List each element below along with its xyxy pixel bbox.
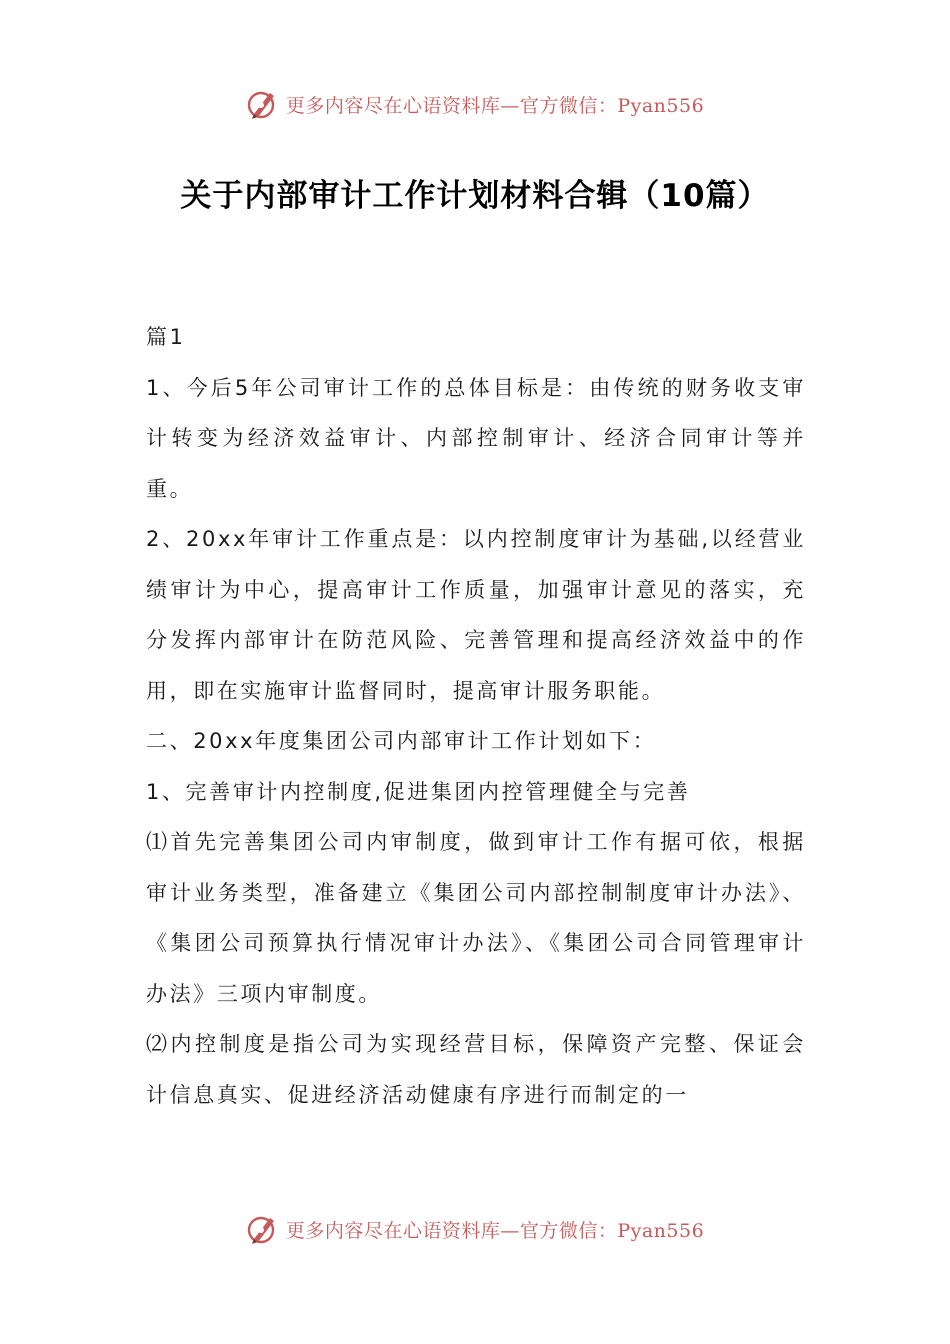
paragraph: 1、今后5年公司审计工作的总体目标是：由传统的财务收支审计转变为经济效益审计、内部控制审计、经济合同审计等并重。 <box>146 375 806 501</box>
document-title: 关于内部审计工作计划材料合辑（10篇） <box>180 178 770 214</box>
section-heading: 篇1 <box>146 325 186 349</box>
watermark-text: 更多内容尽在心语资料库—官方微信：Pyan556 <box>285 1219 705 1242</box>
paragraph: ⑵内控制度是指公司为实现经营目标，保障资产完整、保证会计信息真实、促进经济活动健康有序进行而制定的一 <box>146 1032 806 1107</box>
paragraph: 1、完善审计内控制度,促进集团内控管理健全与完善 <box>146 779 691 804</box>
paragraph: ⑴首先完善集团公司内审制度，做到审计工作有据可依，根据审计业务类型，准备建立《集团公司内部控制制度审计办法》、《集团公司预算执行情况审计办法》、《集团公司合同管理审计办法》三项内审制度。 <box>146 830 806 1006</box>
header-watermark <box>0 84 950 124</box>
footer-watermark <box>0 1209 950 1249</box>
pen-circle-logo-icon <box>246 1212 280 1246</box>
watermark-text: 更多内容尽在心语资料库—官方微信：Pyan556 <box>285 94 705 117</box>
document-body <box>146 312 806 1120</box>
pen-circle-logo-icon <box>246 87 280 121</box>
paragraph: 二、20xx年度集团公司内部审计工作计划如下： <box>146 729 657 753</box>
paragraph: 2、20xx年审计工作重点是：以内控制度审计为基础,以经营业绩审计为中心，提高审计工作质量，加强审计意见的落实，充分发挥内部审计在防范风险、完善管理和提高经济效益中的作用，即在实施审计监督同时，提高审计服务职能。 <box>146 527 806 703</box>
